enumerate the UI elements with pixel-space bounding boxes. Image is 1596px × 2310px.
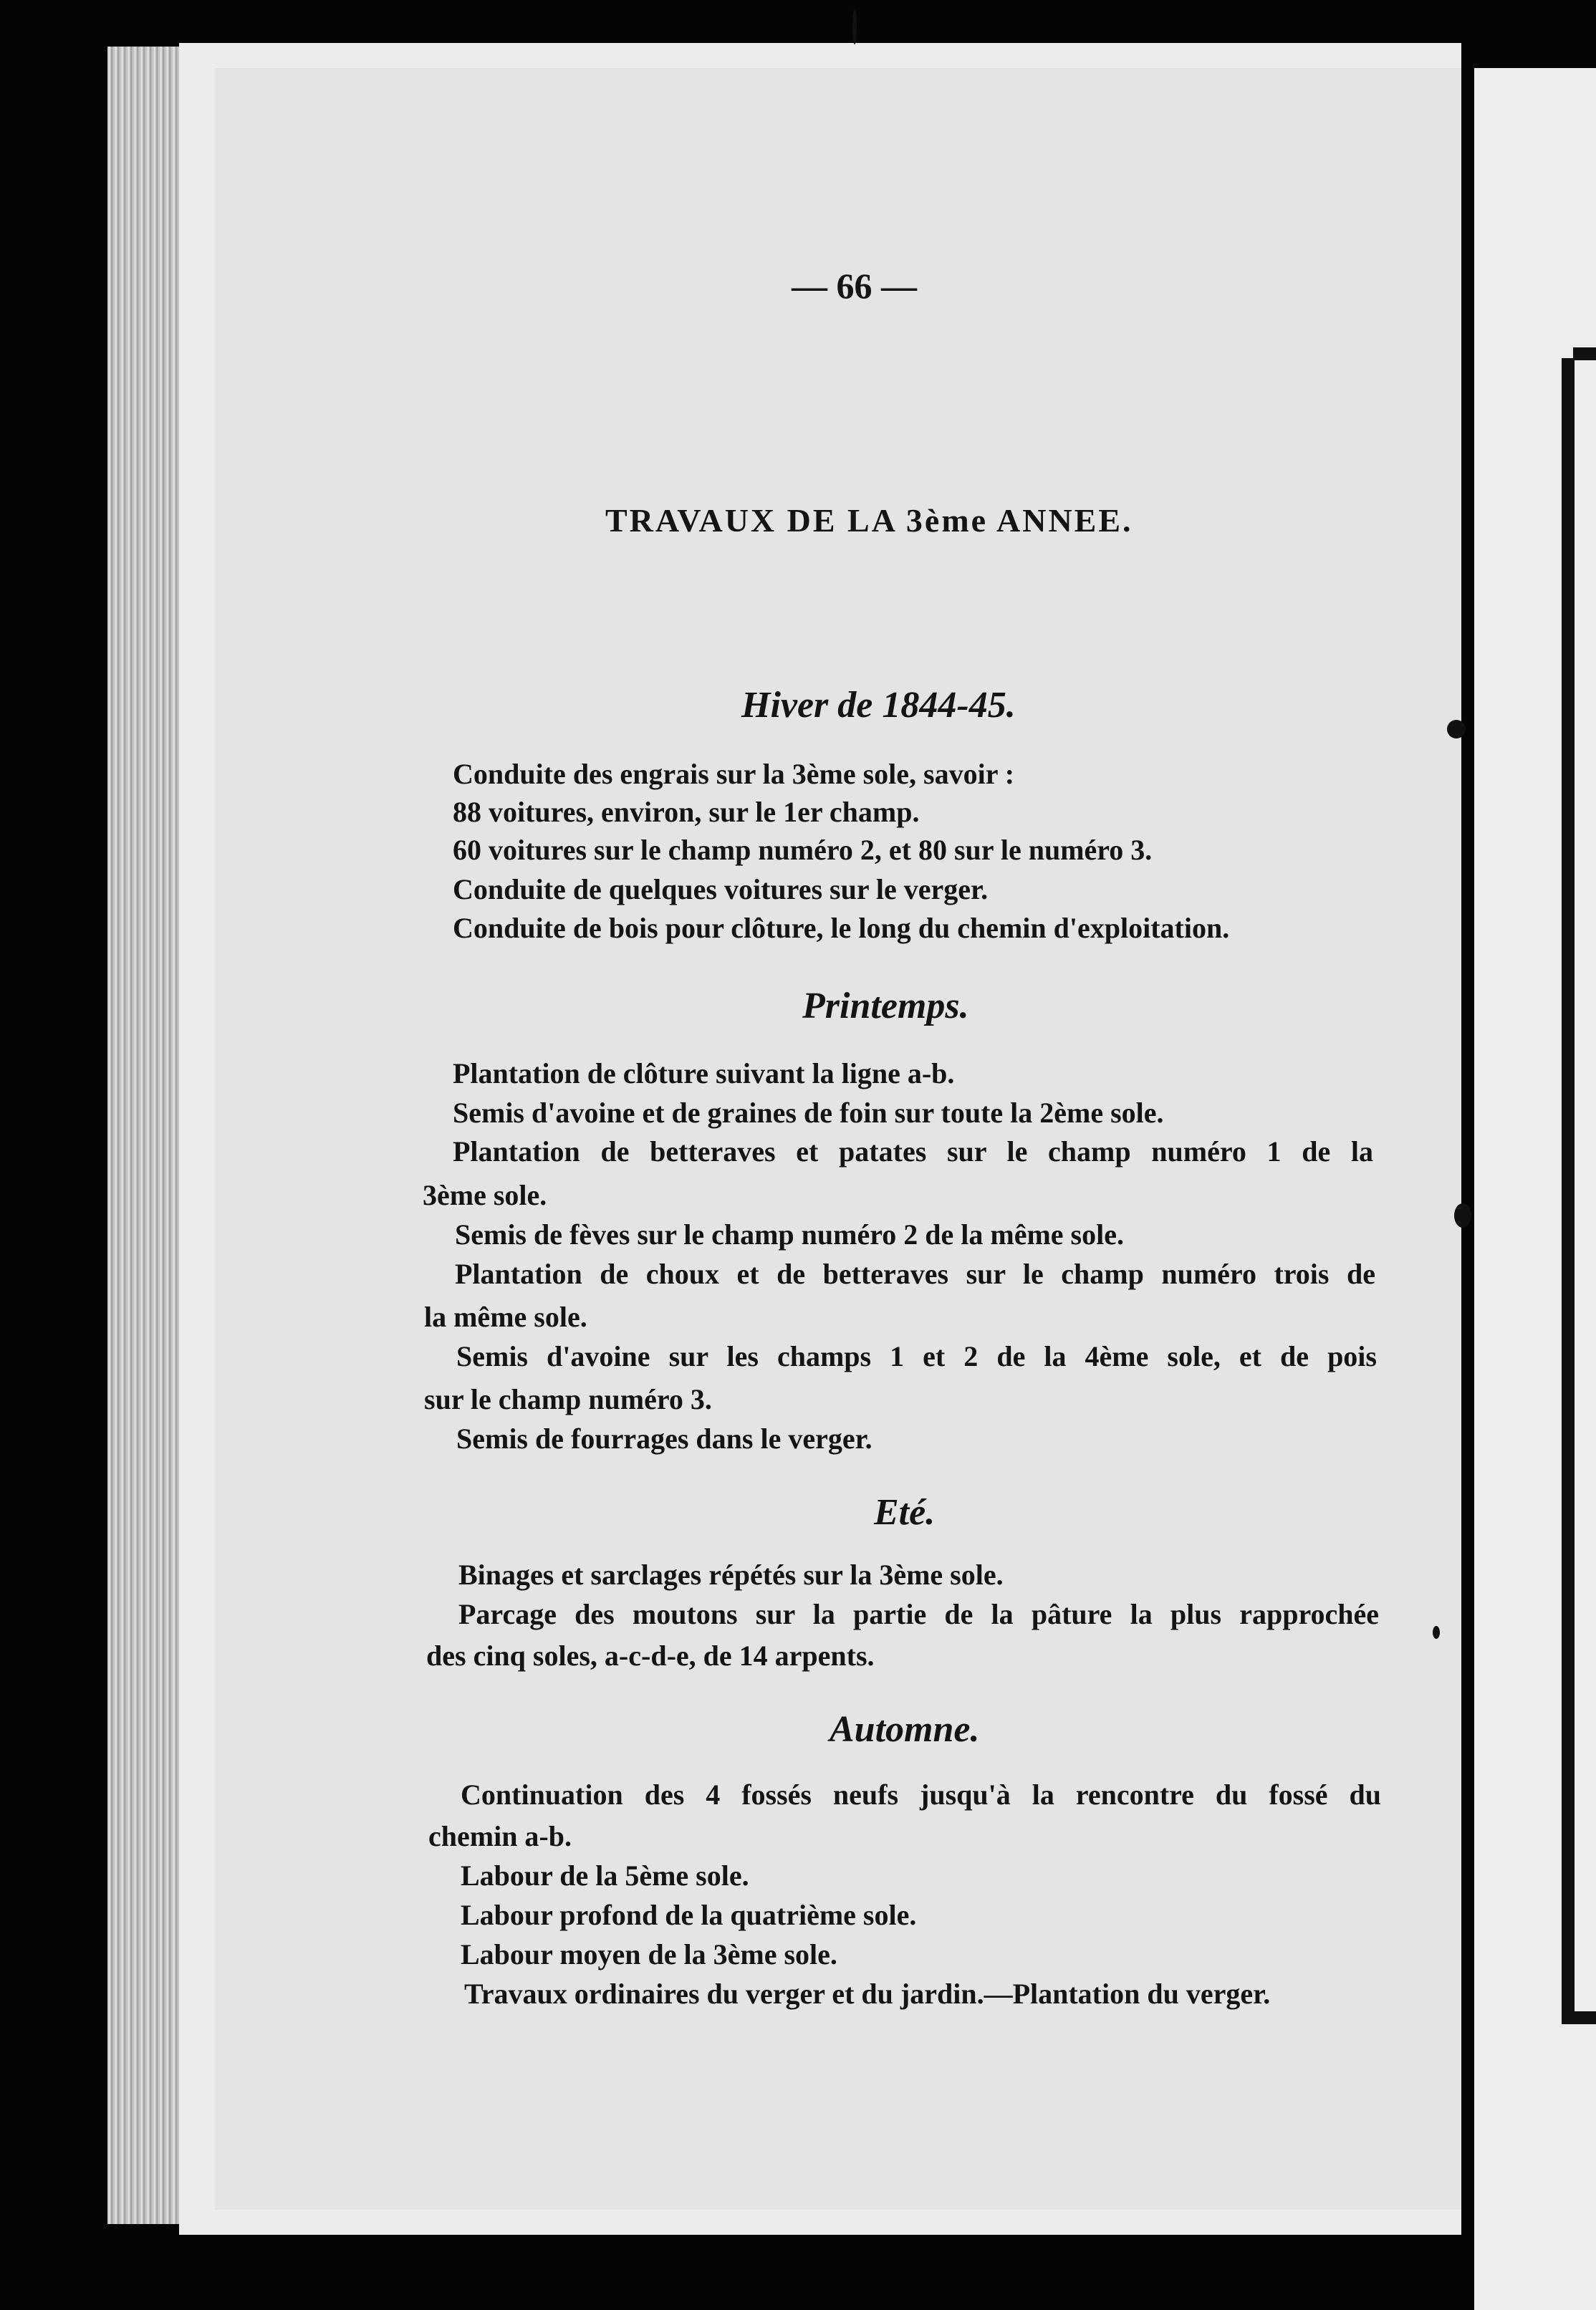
section-heading-hiver: Hiver de 1844-45. [741, 685, 1016, 726]
text-line: Plantation de betteraves et patates sur le champ numéro 1 de la [453, 1135, 1373, 1168]
text-line: Travaux ordinaires du verger et du jardin.—Plantation du verger. [464, 1978, 1271, 2010]
page-number: — 66 — [792, 266, 917, 306]
text-line: des cinq soles, a-c-d-e, de 14 arpents. [426, 1640, 875, 1672]
facing-page-rule-vertical [1562, 358, 1575, 2020]
text-line: 88 voitures, environ, sur le 1er champ. [453, 796, 920, 828]
scan-speck [1447, 720, 1466, 738]
text-line: sur le champ numéro 3. [424, 1383, 712, 1415]
text-line: Semis de fèves sur le champ numéro 2 de la même sole. [455, 1218, 1124, 1251]
text-line: Plantation de clôture suivant la ligne a-b. [453, 1057, 955, 1089]
text-line: Conduite de quelques voitures sur le verger. [453, 873, 989, 905]
text-line: Semis de fourrages dans le verger. [456, 1423, 872, 1455]
scan-speck [1433, 1626, 1440, 1639]
text-line: Semis d'avoine et de graines de foin sur toute la 2ème sole. [453, 1097, 1164, 1129]
text-line: Semis d'avoine sur les champs 1 et 2 de la 4ème sole, et de pois [456, 1340, 1377, 1372]
text-line: 60 voitures sur le champ numéro 2, et 80 sur le numéro 3. [453, 834, 1153, 866]
scan-speck [1454, 1203, 1471, 1228]
facing-page-edge [1474, 68, 1596, 2310]
text-line: Labour moyen de la 3ème sole. [461, 1938, 837, 1970]
text-line: Plantation de choux et de betteraves sur le champ numéro trois de [455, 1258, 1375, 1290]
text-line: Conduite de bois pour clôture, le long du chemin d'exploitation. [453, 912, 1230, 944]
section-heading-automne: Automne. [830, 1709, 980, 1750]
text-line: Continuation des 4 fossés neufs jusqu'à la rencontre du fossé du [461, 1779, 1381, 1811]
section-heading-ete: Eté. [874, 1492, 936, 1533]
scan-speck [852, 9, 857, 44]
text-line: Binages et sarclages répétés sur la 3ème sole. [458, 1559, 1004, 1591]
text-line: Labour de la 5ème sole. [461, 1859, 749, 1892]
text-line: la même sole. [424, 1301, 587, 1333]
text-line: 3ème sole. [423, 1179, 547, 1211]
section-heading-printemps: Printemps. [802, 986, 969, 1026]
text-line: chemin a-b. [428, 1820, 572, 1852]
text-line: Conduite des engrais sur la 3ème sole, savoir : [453, 758, 1015, 790]
page-title: TRAVAUX DE LA 3ème ANNEE. [605, 502, 1133, 539]
facing-page-rule-bottom [1562, 2011, 1596, 2024]
text-line: Parcage des moutons sur la partie de la pâture la plus rapprochée [458, 1598, 1379, 1630]
text-line: Labour profond de la quatrième sole. [461, 1899, 917, 1931]
facing-page-rule-top [1573, 347, 1596, 360]
